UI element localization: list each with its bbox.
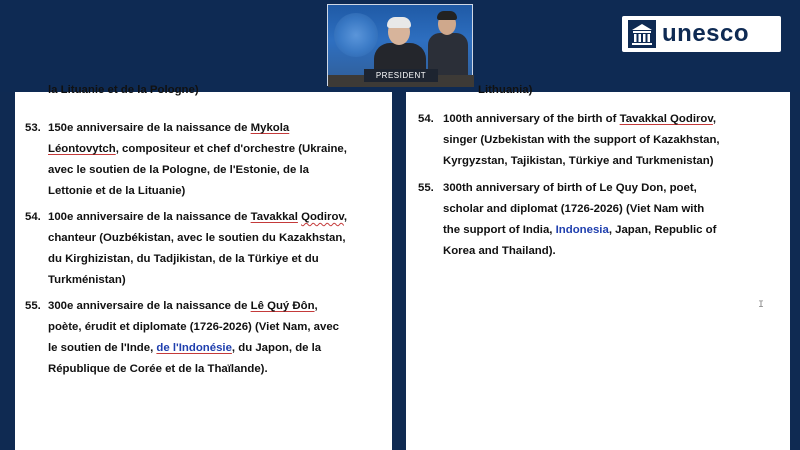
- item-line: scholar and diplomat (1726-2026) (Viet Nam with: [443, 203, 705, 215]
- item-number: 53.: [25, 122, 41, 134]
- item-line: Turkménistan): [48, 274, 126, 286]
- unesco-wordmark: unesco: [662, 20, 750, 47]
- unesco-temple-icon: [628, 20, 656, 48]
- item-line: Kyrgyzstan, Tajikistan, Türkiye and Turkmenistan): [443, 155, 714, 167]
- highlighted-amendment: Indonesia: [555, 224, 609, 236]
- item-line: du Kirghizistan, du Tadjikistan, de la Türkiye et du: [48, 253, 319, 265]
- item-line: singer (Uzbekistan with the support of Kazakhstan,: [443, 134, 720, 146]
- item-line: Léontovytch, compositeur et chef d'orchestre (Ukraine,: [48, 143, 347, 155]
- person-name: Qodirov: [301, 211, 344, 223]
- item-line: République de Corée et de la Thaïlande).: [48, 363, 268, 375]
- un-emblem-icon: [334, 13, 378, 57]
- item-number: 54.: [25, 211, 41, 223]
- person-name: Tavakkal: [250, 211, 298, 223]
- item-number: 55.: [418, 182, 434, 194]
- item-line: avec le soutien de la Pologne, de l'Estonie, de la: [48, 164, 309, 176]
- item-line: Lettonie et de la Lituanie): [48, 185, 186, 197]
- item-number: 54.: [418, 113, 434, 125]
- french-document-page: [15, 84, 392, 450]
- item-line: poète, érudit et diplomate (1726-2026) (Viet Nam, avec: [48, 321, 339, 333]
- president-video-overlay: [327, 4, 473, 86]
- person-name: Tavakkal Qodirov: [619, 113, 713, 125]
- item-number: 55.: [25, 300, 41, 312]
- item-line: 300e anniversaire de la naissance de Lê Quý Đôn,: [48, 300, 318, 312]
- item-line: 300th anniversary of birth of Le Quy Don, poet,: [443, 182, 697, 194]
- item-line: Korea and Thailand).: [443, 245, 556, 257]
- item-line: chanteur (Ouzbékistan, avec le soutien du Kazakhstan,: [48, 232, 346, 244]
- item-line: 100e anniversaire de la naissance de Tavakkal Qodirov,: [48, 211, 348, 223]
- item-line: 100th anniversary of the birth of Tavakkal Qodirov,: [443, 113, 717, 125]
- person-name: Léontovytch: [48, 143, 116, 155]
- item-line: 150e anniversaire de la naissance de Mykola: [48, 122, 290, 134]
- unesco-logo: [622, 16, 781, 52]
- english-cut-line: Lithuania): [478, 84, 533, 96]
- item-line: the support of India, Indonesia, Japan, Republic of: [443, 224, 717, 236]
- highlighted-amendment: de l'Indonésie: [156, 342, 232, 354]
- text-cursor-icon: I: [758, 300, 765, 311]
- person-name: Mykola: [250, 122, 290, 134]
- english-document-page: [406, 84, 790, 450]
- president-label: PRESIDENT: [364, 69, 438, 82]
- item-line: le soutien de l'Inde, de l'Indonésie, du Japon, de la: [48, 342, 322, 354]
- french-cut-line: la Lituanie et de la Pologne): [48, 84, 199, 96]
- person-name: Lê Quý Đôn: [250, 300, 315, 312]
